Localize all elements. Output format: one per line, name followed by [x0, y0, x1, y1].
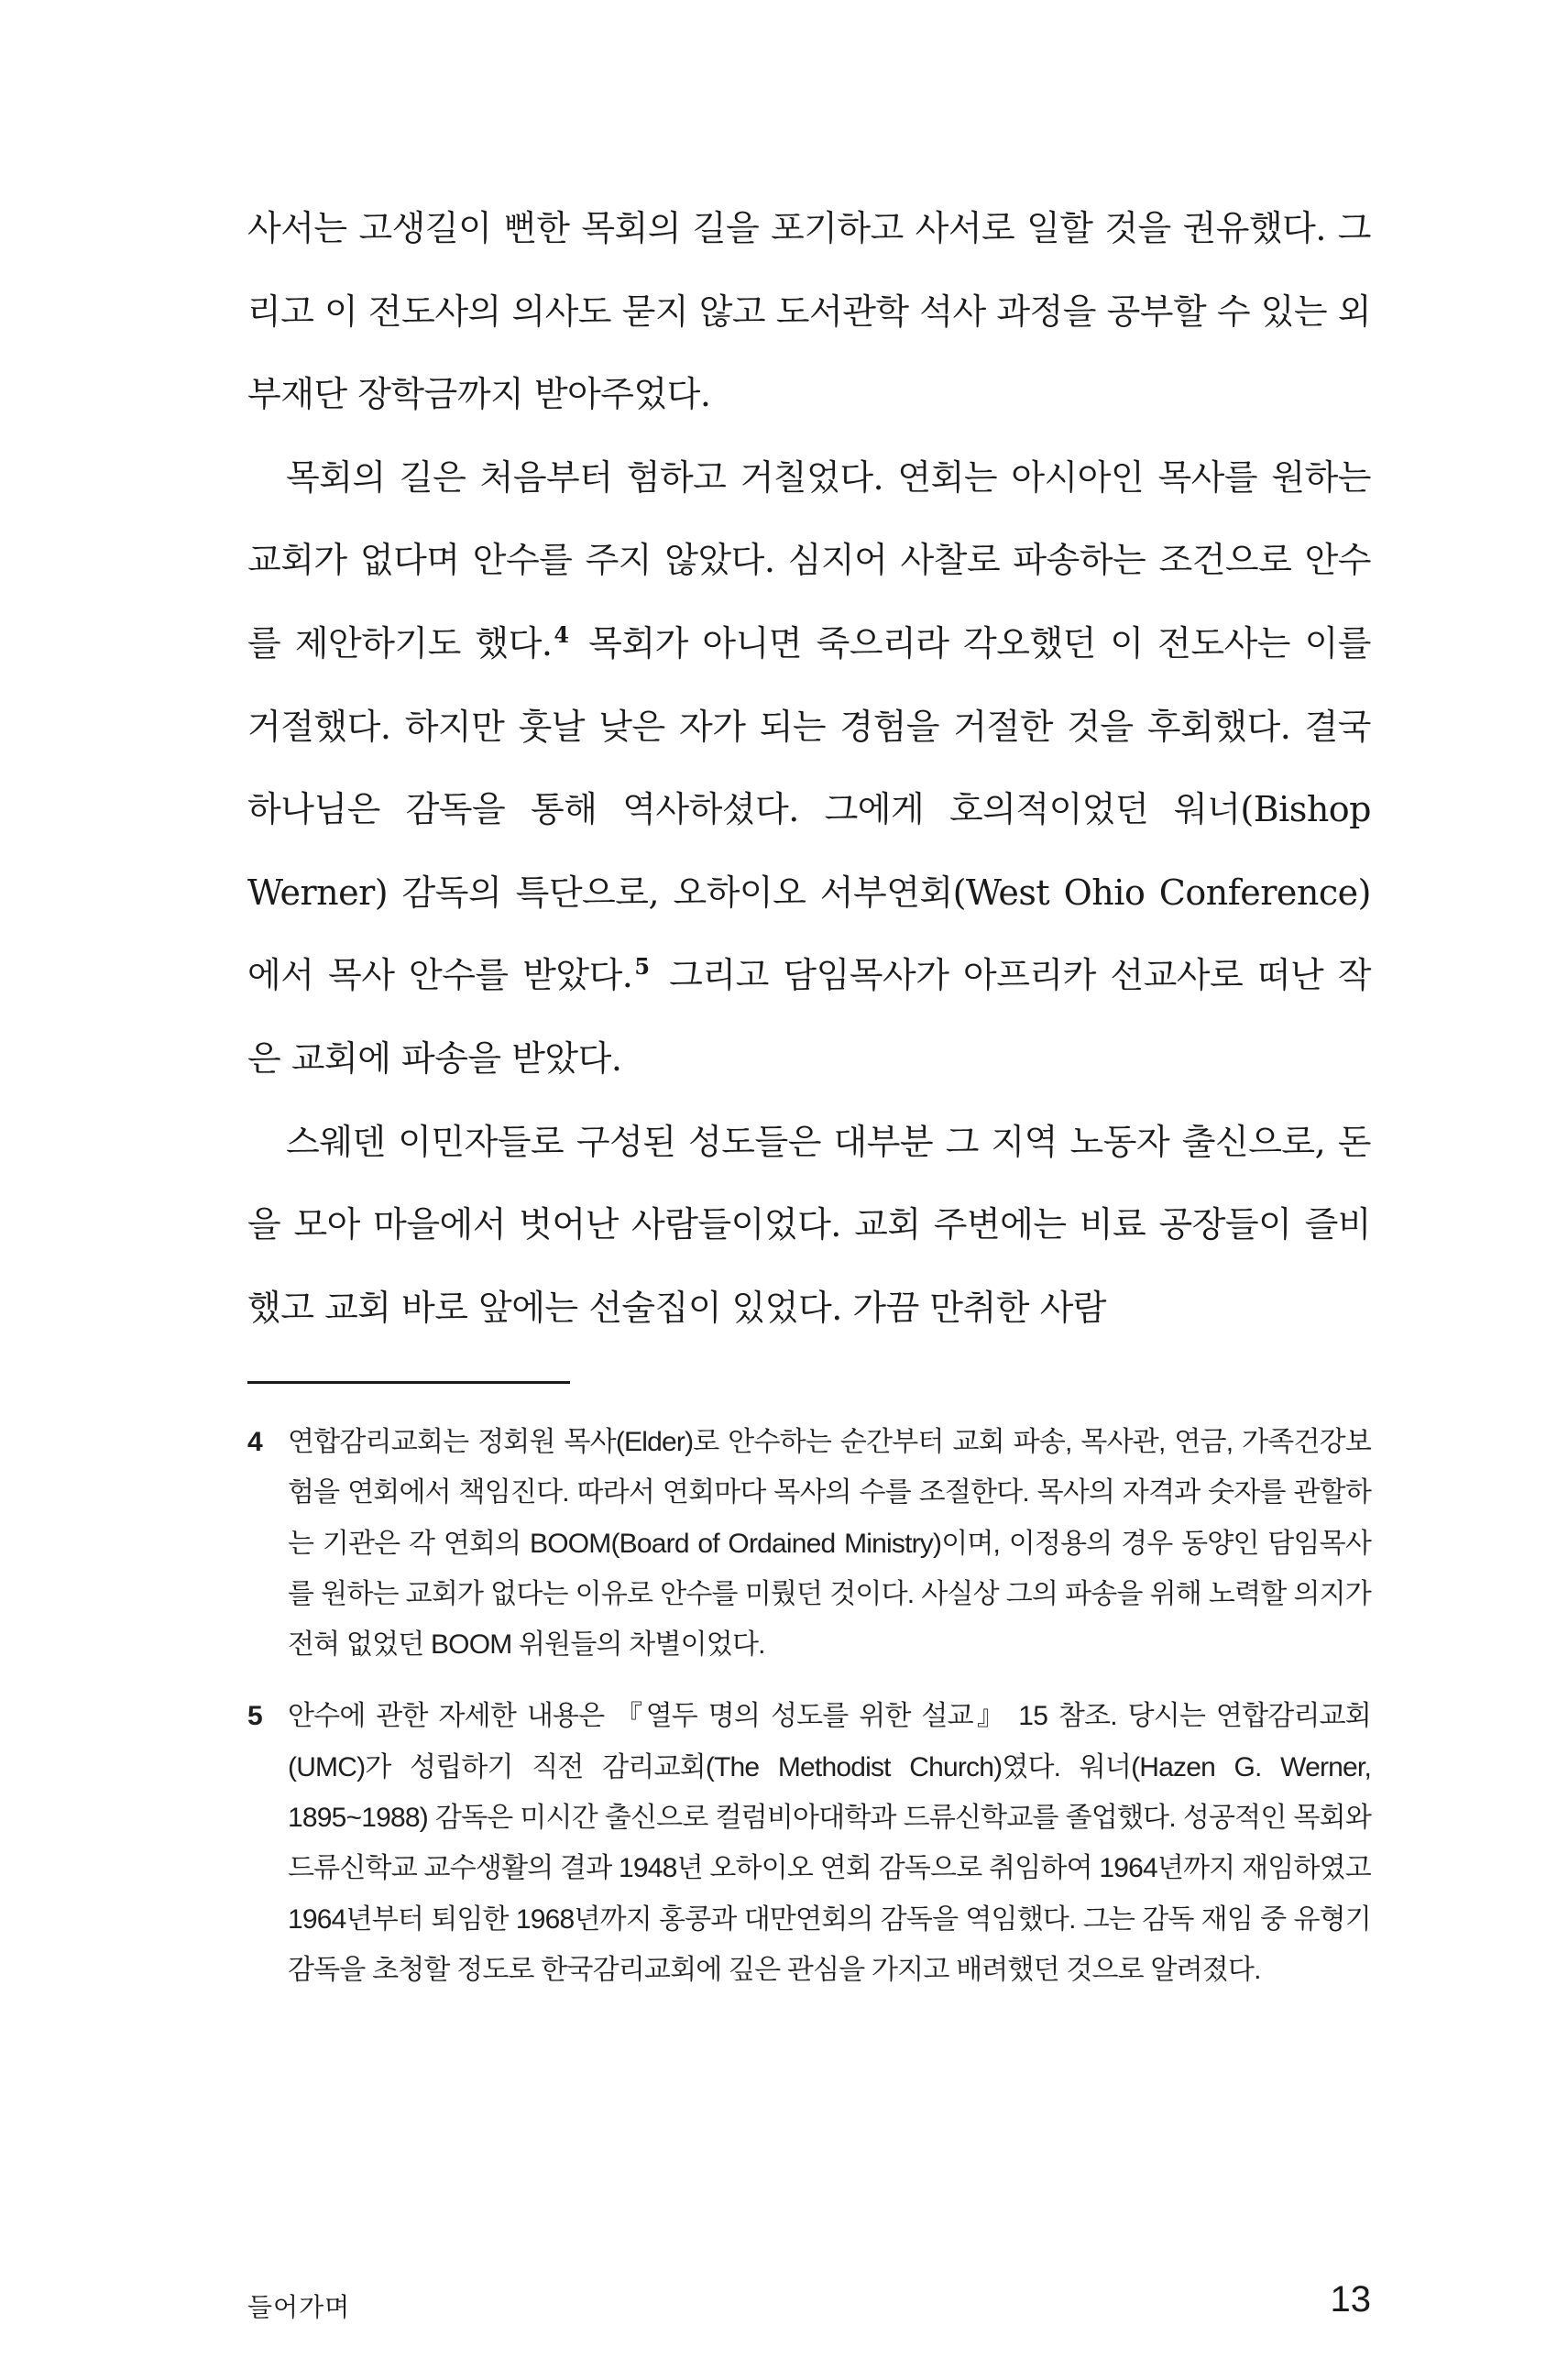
- page-number: 13: [1330, 2279, 1371, 2320]
- footnote-number: 4: [247, 1427, 262, 1457]
- text-run: 스웨덴 이민자들로 구성된 성도들은 대부분 그 지역 노동자 출신으로, 돈을 모아 마을에서 벗어난 사람들이었다. 교회 주변에는 비료 공장들이 즐비했고 교회 바로 앞에는 선술집이 있었다. 가끔 만취한 사람: [247, 1121, 1371, 1328]
- footnote-reference[interactable]: 5: [634, 953, 650, 981]
- text-run: 그리고 담임목사가 아프리카 선교사로 떠난 작은 교회에 파송을 받았다.: [247, 955, 1371, 1079]
- footnote-text: 연합감리교회는 정회원 목사(Elder)로 안수하는 순간부터 교회 파송, 목사관, 연금, 가족건강보험을 연회에서 책임진다. 따라서 연회마다 목사의 수를 조절한다. 목사의 자격과 숫자를 관할하는 기관은 각 연회의 BOOM(Board of Ordained Ministry)이며, 이정용의 경우 동양인 담임목사를 원하는 교회가 없다는 이유로 안수를 미뤘던 것이다. 사실상 그의 파송을 위해 노력할 의지가 전혀 없었던 BOOM 위원들의 차별이었다.: [288, 1427, 1371, 1661]
- running-head: 들어가며: [247, 2293, 351, 2321]
- footnote-number: 5: [247, 1701, 262, 1732]
- paragraph-1: [247, 187, 1371, 436]
- text-run: 목회의 길은 처음부터 험하고 거칠었다. 연회는 아시아인 목사를 원하는 교회가 없다며 안수를 주지 않았다. 심지어 사찰로 파송하는 조건으로 안수를 제안하기도 했다.: [247, 456, 1371, 664]
- paragraph-2: [247, 436, 1371, 1101]
- footnote-reference[interactable]: 4: [554, 620, 569, 648]
- text-run: 목회가 아니면 죽으리라 각오했던 이 전도사는 이를 거절했다. 하지만 훗날 낮은 자가 되는 경험을 거절한 것을 후회했다. 결국 하나님은 감독을 통해 역사하셨다. 그에게 호의적이었던 워너(Bishop Werner) 감독의 특단으로, 오하이오 서부연회(West Ohio Conference)에서 목사 안수를 받았다.: [247, 622, 1371, 996]
- body-text: [247, 187, 1371, 1349]
- book-page: [247, 0, 1371, 2380]
- paragraph-3: [247, 1101, 1371, 1350]
- footnote-divider: [247, 1381, 570, 1384]
- text-run: 사서는 고생길이 뻔한 목회의 길을 포기하고 사서로 일할 것을 권유했다. 그리고 이 전도사의 의사도 묻지 않고 도서관학 석사 과정을 공부할 수 있는 외부재단 장학금까지 받아주었다.: [247, 208, 1371, 415]
- footnote-5: [247, 1691, 1371, 1995]
- footnote-text: 안수에 관한 자세한 내용은 『열두 명의 성도를 위한 설교』 15 참조. 당시는 연합감리교회(UMC)가 성립하기 직전 감리교회(The Methodist Church)였다. 워너(Hazen G. Werner, 1895~1988) 감독은 미시간 출신으로 컬럼비아대학과 드류신학교를 졸업했다. 성공적인 목회와 드류신학교 교수생활의 결과 1948년 오하이오 연회 감독으로 취임하여 1964년까지 재임하였고 1964년부터 퇴임한 1968년까지 홍콩과 대만연회의 감독을 역임했다. 그는 감독 재임 중 유형기 감독을 초청할 정도로 한국감리교회에 깊은 관심을 가지고 배려했던 것으로 알려졌다.: [288, 1701, 1371, 1985]
- footnotes: [247, 1417, 1371, 2016]
- footnote-4: [247, 1417, 1371, 1670]
